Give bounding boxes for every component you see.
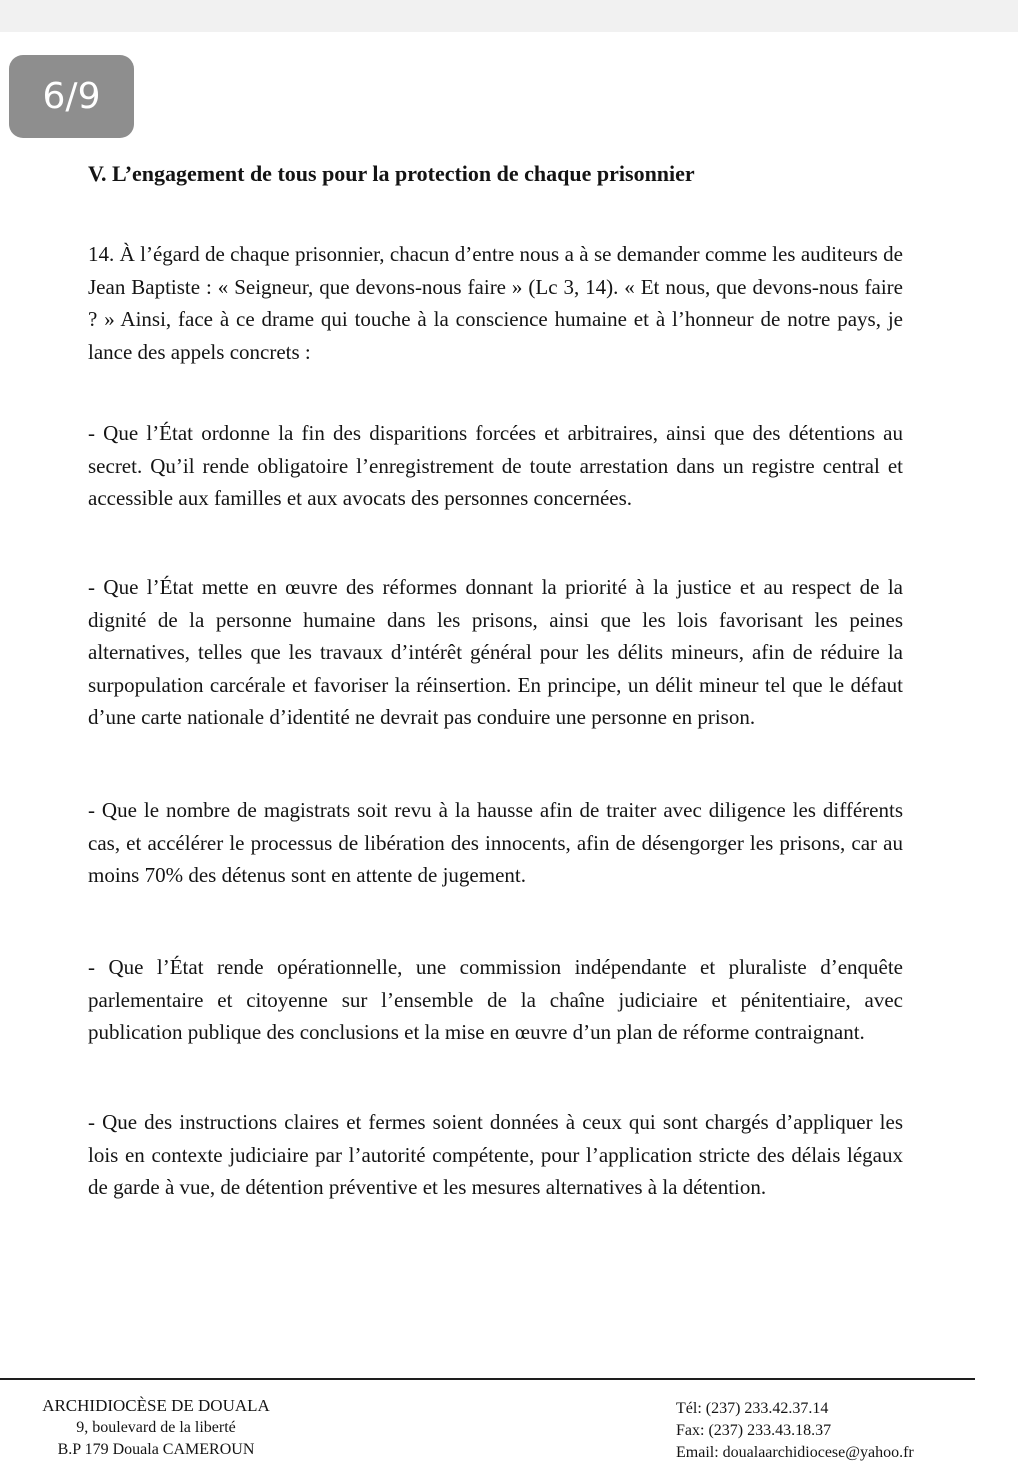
footer-address-block: [36, 1395, 276, 1461]
footer-divider: [0, 1378, 975, 1380]
page-indicator-badge: 6/9: [9, 55, 134, 138]
footer-tel: Tél: (237) 233.42.37.14: [676, 1400, 829, 1417]
paragraph-appeal-5: - Que des instructions claires et fermes soient données à ceux qui sont chargés d’appliquer les lois en contexte judiciaire par l’autorité compétente, pour l’application stricte des délais légaux de garde à vue, de détention préventive et les mesures alternatives à la détention.: [88, 1110, 903, 1199]
footer-email: Email: doualaarchidiocese@yahoo.fr: [676, 1444, 914, 1461]
viewer-top-strip: [0, 0, 1018, 32]
paragraph-appeal-1: - Que l’État ordonne la fin des disparitions forcées et arbitraires, ainsi que des détentions au secret. Qu’il rende obligatoire l’enregistrement de toute arrestation dans un registre central et accessible aux familles et aux avocats des personnes concernées.: [88, 421, 903, 510]
section-heading: V. L’engagement de tous pour la protection de chaque prisonnier: [88, 161, 695, 186]
footer-fax: Fax: (237) 233.43.18.37: [676, 1422, 832, 1439]
footer-contact-block: [676, 1398, 976, 1464]
footer-organization: ARCHIDIOCÈSE DE DOUALA: [42, 1396, 270, 1415]
paragraph-appeal-3: - Que le nombre de magistrats soit revu à la hausse afin de traiter avec diligence les différents cas, et accélérer le processus de libération des innocents, afin de désengorger les prisons, car au moins 70% des détenus sont en attente de jugement.: [88, 798, 903, 887]
footer-address-line2: B.P 179 Douala CAMEROUN: [57, 1441, 255, 1458]
paragraph-intro: 14. À l’égard de chaque prisonnier, chacun d’entre nous a à se demander comme les auditeurs de Jean Baptiste : « Seigneur, que devons-nous faire » (Lc 3, 14). « Et nous, que devons-nous faire ? » Ainsi, face à ce drame qui touche à la conscience humaine et à l’honneur de notre pays, je lance des appels concrets :: [88, 242, 903, 364]
paragraph-appeal-4: - Que l’État rende opérationnelle, une commission indépendante et pluraliste d’enquête parlementaire et citoyenne sur l’ensemble de la chaîne judiciaire et pénitentiaire, avec publication publique des conclusions et la mise en œuvre d’un plan de réforme contraignant.: [88, 955, 903, 1044]
paragraph-appeal-2: - Que l’État mette en œuvre des réformes donnant la priorité à la justice et au respect de la dignité de la personne humaine dans les prisons, ainsi que les lois favorisant les peines alternatives, telles que les travaux d’intérêt général pour les délits mineurs, afin de réduire la surpopulation carcérale et favoriser la réinsertion. En principe, un délit mineur tel que le défaut d’une carte nationale d’identité ne devrait pas conduire une personne en prison.: [88, 575, 903, 729]
footer-address-line1: 9, boulevard de la liberté: [76, 1419, 236, 1436]
